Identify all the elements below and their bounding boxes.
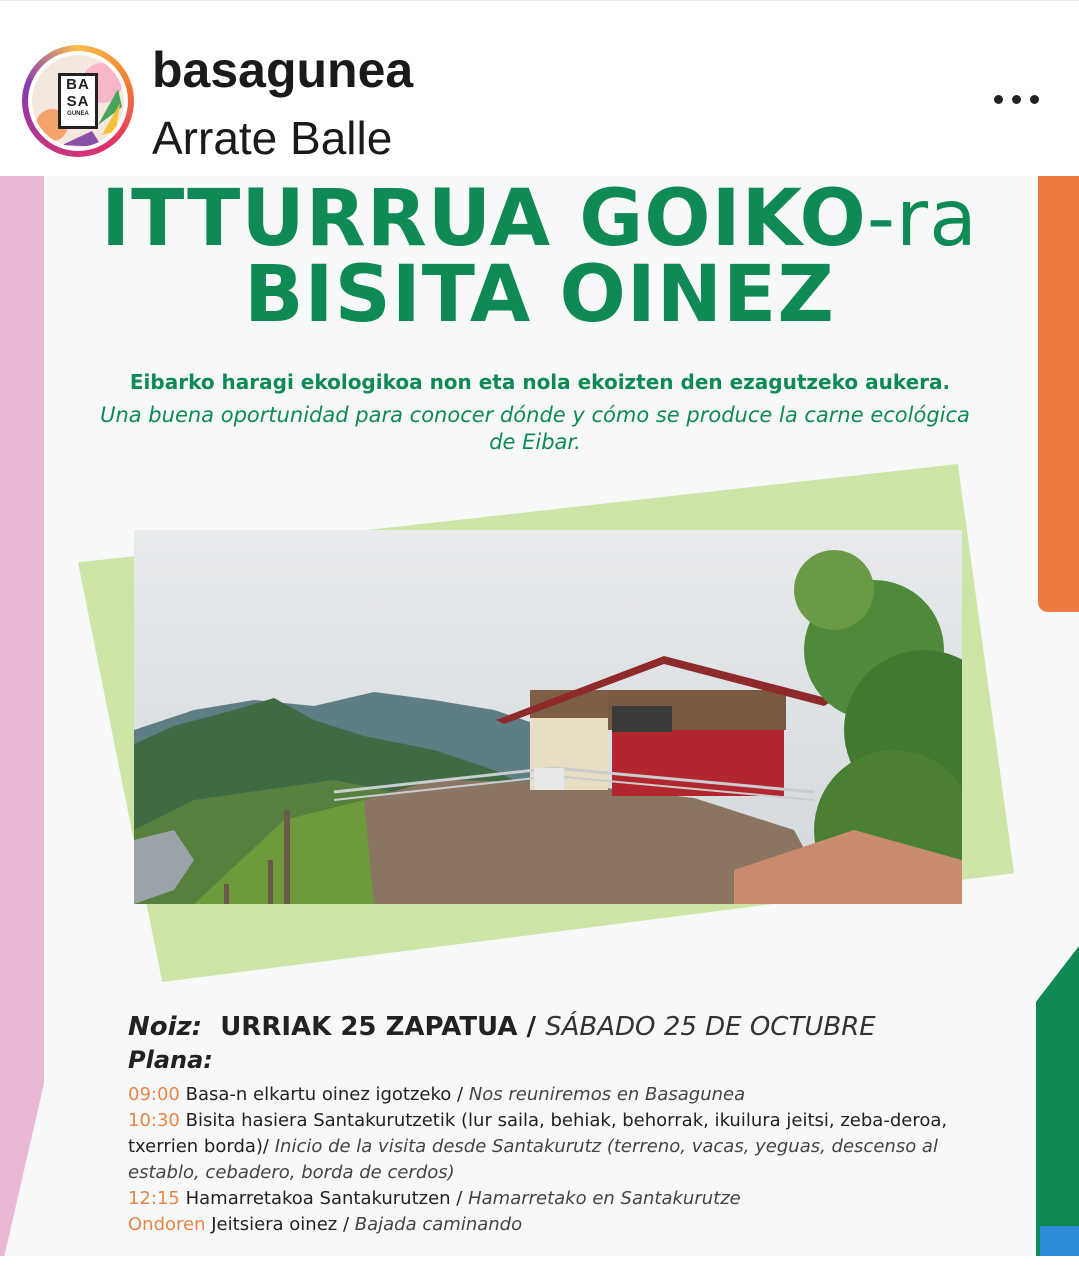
avatar[interactable] — [22, 45, 134, 157]
location-subtitle[interactable]: Arrate Balle — [152, 112, 393, 164]
event-info — [128, 1010, 988, 1238]
plan-item: Ondoren Jeitsiera oinez / Bajada caminando — [128, 1214, 523, 1235]
post-image — [0, 176, 1079, 1256]
post-header — [0, 0, 1079, 177]
basagunea-logo: BA SA GUNEA — [32, 55, 124, 147]
plan-item: 09:00 Basa-n elkartu oinez igotzeko / Nos reuniremos en Basagunea — [128, 1084, 746, 1105]
subtitle-spanish: Una buena oportunidad para conocer dónde y cómo se produce la carne ecológica de Eibar. — [100, 403, 970, 454]
more-options-icon[interactable] — [986, 81, 1046, 117]
poster-title: ITTURRUA GOIKO-ra — [101, 176, 978, 264]
event-date: Noiz: URRIAK 25 ZAPATUA / SÁBADO 25 DE OCTUBRE — [128, 1012, 876, 1042]
subtitle-basque: Eibarko haragi ekologikoa non eta nola ekoizten den ezagutzeko aukera. — [129, 370, 951, 394]
plan-item: 12:15 Hamarretakoa Santakurutzen / Hamarretako en Santakurutze — [128, 1188, 741, 1209]
poster-title-line2: BISITA OINEZ — [244, 250, 835, 340]
blue-decoration — [1040, 1226, 1079, 1256]
pink-decoration — [0, 176, 44, 1256]
farm-photo — [134, 530, 962, 904]
plan-label: Plana: — [128, 1046, 213, 1074]
green-decoration — [1036, 946, 1079, 1256]
username[interactable]: basagunea — [152, 42, 414, 98]
plan-item: 10:30 Bisita hasiera Santakurutzetik (lur saila, behiak, behorrak, ikuilura jeitsi, zeba-deroa, txerrien borda)/ Inicio de la visita desde Santakurutz (terreno, vacas, yeguas, descenso al establo, cebadero, borda de cerdos) — [128, 1110, 948, 1183]
footer-strip — [0, 1256, 1079, 1280]
